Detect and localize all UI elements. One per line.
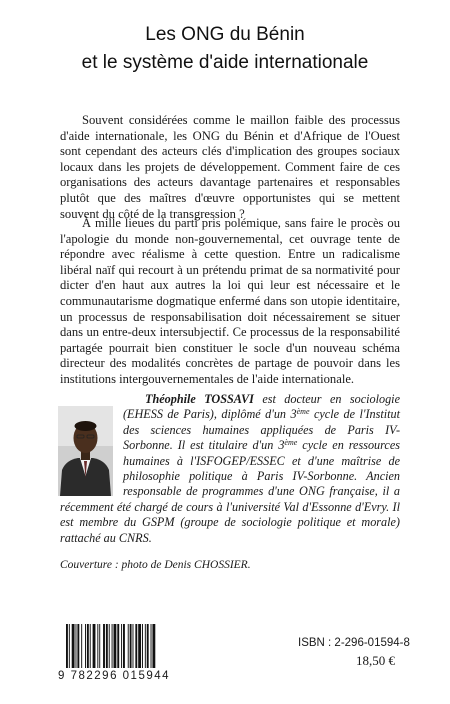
barcode-stripe: [76, 624, 77, 668]
book-title-line-2: et le système d'aide internationale: [81, 52, 369, 73]
barcode-stripe: [69, 624, 70, 668]
barcode-stripe: [145, 624, 146, 668]
barcode-stripe: [135, 624, 137, 668]
barcode-stripe: [77, 624, 79, 668]
barcode-stripe: [147, 624, 149, 668]
barcode-stripe: [106, 624, 108, 668]
paragraph-text: Souvent considérées comme le maillon faible des processus d'aide internationale, les ONG du Bénin et d'Afrique de l'Ouest sont cependant des acteurs clés d'implication des groupes sociaux locaux dans les projets de développement. Comment faire de ces organisations des acteurs davantage partenaires et responsables plutôt que des maîtres d'œuvre opportunistes qui se mettent souvent du côté de la transgression ?: [60, 113, 400, 221]
barcode-stripe: [81, 624, 82, 668]
barcode-stripe: [109, 624, 110, 668]
barcode-stripe: [99, 624, 100, 668]
barcode-stripe: [152, 624, 155, 668]
barcode: [66, 624, 181, 668]
price: 18,50 €: [356, 653, 395, 668]
barcode-stripe: [66, 624, 68, 668]
barcode-stripe: [112, 624, 113, 668]
barcode-stripe: [87, 624, 89, 668]
barcode-stripe: [151, 624, 152, 668]
paragraph-text: À mille lieues du parti pris polémique, sans faire le procès ou l'apologie du monde non-gouvernemental, cet ouvrage tente de répondre avec réalisme à cette question. Entre un radicalisme libéral naïf qui recourt à un prétendu primat de sa normativité pour dicter d'en haut aux autres la loi qui leur est nécessaire et le communautarisme dogmatique enfermé dans son utopie identitaire, un processus de responsabilisation doit nécessairement se situer dans un entre-deux intersubjectif. Ce processus de la responsabilité partagée pourrait bien constituer le socle d'un nouveau schéma directeur des modalités concrètes de partage de pouvoir dans les institutions intergouvernementales de l'aide internationale.: [60, 216, 400, 386]
isbn: ISBN : 2-296-01594-8: [298, 637, 410, 649]
cover-credit: Couverture : photo de Denis CHOSSIER.: [60, 559, 251, 571]
summary-paragraph-1: [60, 113, 400, 222]
barcode-stripe: [117, 624, 119, 668]
superscript: ème: [296, 407, 310, 417]
superscript: ème: [284, 438, 298, 448]
barcode-stripe: [138, 624, 141, 668]
barcode-stripe: [97, 624, 98, 668]
barcode-stripe: [130, 624, 132, 668]
author-bio: [60, 392, 400, 546]
barcode-stripe: [133, 624, 134, 668]
author-text-part: est docteur en sociologie (EHESS de Paris), diplômé d'un 3: [123, 392, 400, 422]
summary-paragraph-2: [60, 216, 400, 388]
author-photo: [58, 406, 113, 496]
author-name: Théophile TOSSAVI: [145, 392, 254, 406]
barcode-stripe: [93, 624, 96, 668]
barcode-stripe: [103, 624, 105, 668]
author-text-part: cycle de l'Institut des sciences humaines appliquées de Paris IV-Sorbonne. Il est titulaire d'un 3: [123, 407, 400, 453]
barcode-stripe: [121, 624, 122, 668]
barcode-stripe: [142, 624, 143, 668]
barcode-stripe: [123, 624, 125, 668]
book-title-line-1: Les ONG du Bénin: [145, 24, 305, 45]
barcode-stripe: [90, 624, 91, 668]
barcode-number: 9 782296 015944: [58, 670, 171, 682]
barcode-stripe: [128, 624, 129, 668]
barcode-stripe: [72, 624, 75, 668]
author-text-part: cycle en ressources humaines à l'ISFOGEP/ESSEC et d'une maîtrise de philosophie politique à Paris IV-Sorbonne. Ancien responsable de programmes d'une ONG française, il a récemment été chargé de cours à l'université Val d'Essonne d'Evry. Il est membre du GSPM (groupe de sociologie politique et morale) rattaché au CNRS.: [60, 438, 400, 545]
barcode-stripe: [114, 624, 117, 668]
barcode-stripe: [85, 624, 86, 668]
